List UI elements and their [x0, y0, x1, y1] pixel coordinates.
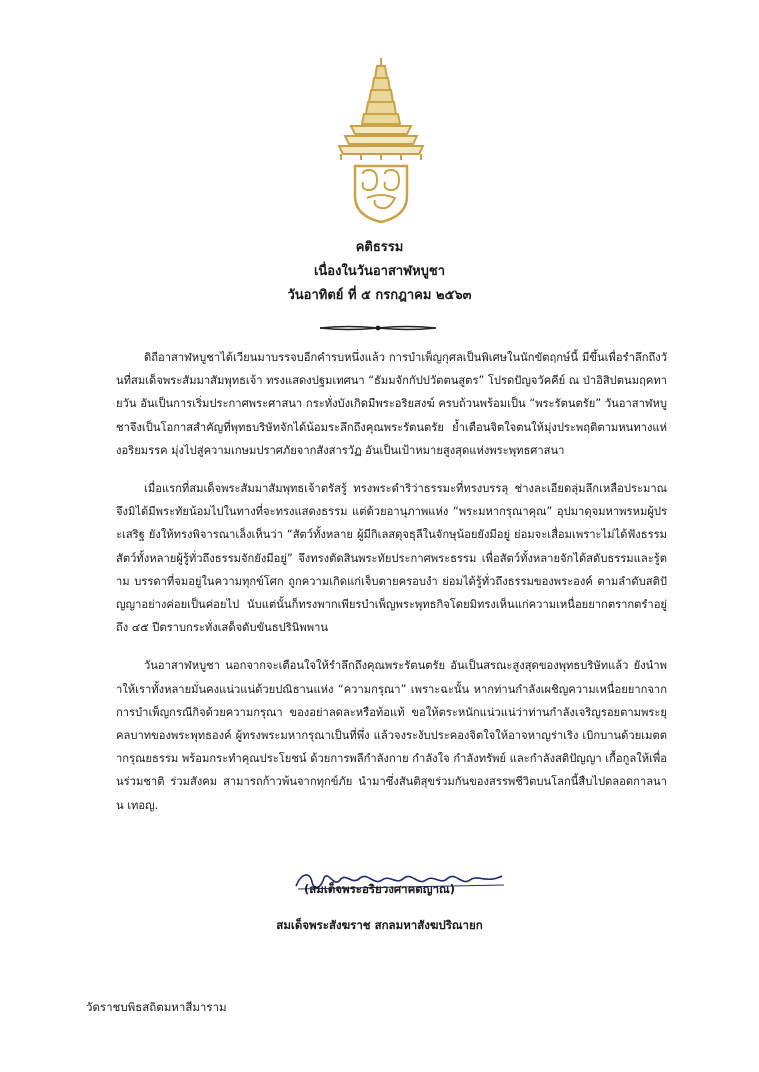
footer-temple: วัดราชบพิธสถิตมหาสีมาราม [86, 1000, 227, 1014]
paragraph: วันอาสาฬหบูชา นอกจากจะเตือนใจให้รำลึกถึงคุณพระรัตนตรัย อันเป็นสรณะสูงสุดของพุทธบริษัทแล้ว ยังนำพาให้เราทั้งหลายมั่นคงแน่วแน่ด้วยปณิธานแห่ง “ความกรุณา” เพราะฉะนั้น หากท่านกำลังเผชิญความเหนื่อยยากจากการบำเพ็ญกรณีกิจด้วยความกรุณา ของอย่าลดละหรือท้อแท้ ขอให้ตระหนักแน่วแน่ว่าท่านกำลังเจริญรอยตามพระยุคลบาทของพระพุทธองค์ ผู้ทรงพระมหากรุณาเป็นที่พึ่ง แล้วจงระงับประคองจิตใจให้อาจหาญร่าเริง เบิกบานด้วยเมตตากรุณยธรรม พร้อมกระทำคุณประโยชน์ ด้วยการพลีกำลังกาย กำลังใจ กำลังทรัพย์ และกำลังสติปัญญา เกื้อกูลให้เพื่อนร่วมชาติ ร่วมสังคม สามารถก้าวพ้นจากทุกข์ภัย นำมาซึ่งสันติสุขร่วมกันของสรรพชีวิตบนโลกนี้สืบไปตลอดกาลนาน เทอญ. [116, 659, 667, 812]
paragraph: ดิถีอาสาฬหบูชาได้เวียนมาบรรจบอีกคำรบหนึ่งแล้ว การบำเพ็ญกุศลเป็นพิเศษในนักขัตฤกษ์นี้ มีขึ้นเพื่อรำลึกถึงวันที่สมเด็จพระสัมมาสัมพุทธเจ้า ทรงแสดงปฐมเทศนา “ธัมมจักกัปปวัตตนสูตร” โปรดปัญจวัคคีย์ ณ ป่าอิสิปตนมฤคทายวัน อันเป็นการเริ่มประกาศพระศาสนา กระทั่งบังเกิดมีพระอริยสงฆ์ ครบถ้วนพร้อมเป็น “พระรัตนตรัย” วันอาสาฬหบูชาจึงเป็นโอกาสสำคัญที่พุทธบริษัทจักได้น้อมระลึกถึงคุณพระรัตนตรัย ย้ำเตือนจิตใจตนให้มุ่งประพฤติตามหนทางแห่งอริยมรรค มุ่งไปสู่ความเกษมปราศภัยจากสังสารวัฏ อันเป็นเป้าหมายสูงสุดแห่งพระพุทธศาสนา [116, 351, 667, 457]
heading-block [0, 236, 759, 308]
signatory-title: สมเด็จพระสังฆราช สกลมหาสังฆปริณายก [276, 918, 483, 932]
document-title: คติธรรม [355, 240, 404, 255]
document-subtitle: เนื่องในวันอาสาฬหบูชา [313, 264, 446, 279]
document-date: วันอาทิตย์ ที่ ๕ กรกฎาคม ๒๕๖๓ [287, 288, 472, 303]
royal-emblem-icon [331, 56, 431, 226]
paragraph: เมื่อแรกที่สมเด็จพระสัมมาสัมพุทธเจ้าตรัสรู้ ทรงพระดำริว่าธรรมะที่ทรงบรรลุ ช่างละเอียดลุ่มลึกเหลือประมาณ จึงมิได้มีพระทัยน้อมไปในทางที่จะทรงแสดงธรรม แต่ด้วยอานุภาพแห่ง “พระมหากรุณาคุณ” อุปมาดุจมหาพรหมผู้ประเสริฐ ยังให้ทรงพิจารณาเล็งเห็นว่า “สัตว์ทั้งหลาย ผู้มีกิเลสดุจธุลีในจักษุน้อยยังมีอยู่ ย่อมจะเสื่อมเพราะไม่ได้ฟังธรรม สัตว์ทั้งหลายผู้รู้ทั่วถึงธรรมจักยังมีอยู่” จึงทรงตัดสินพระทัยประกาศพระธรรม เพื่อสัตว์ทั้งหลายจักได้สดับธรรมและรู้ตาม บรรดาที่จมอยู่ในความทุกข์โศก ถูกความเกิดแก่เจ็บตายครอบงำ ย่อมได้รู้ทั่วถึงธรรมของพระองค์ ตามลำดับสติปัญญาอย่างค่อยเป็นค่อยไป นับแต่นั้นก็ทรงพากเพียรบำเพ็ญพระพุทธกิจโดยมิทรงเห็นแก่ความเหนื่อยยากตรากตรำอยู่ถึง ๔๕ ปีตราบกระทั่งเสด็จดับขันธปรินิพพาน [116, 482, 667, 635]
signatory-name: (สมเด็จพระอริยวงศาคตญาณ) [304, 882, 455, 896]
ornamental-divider [318, 322, 438, 334]
document-body [116, 346, 667, 832]
